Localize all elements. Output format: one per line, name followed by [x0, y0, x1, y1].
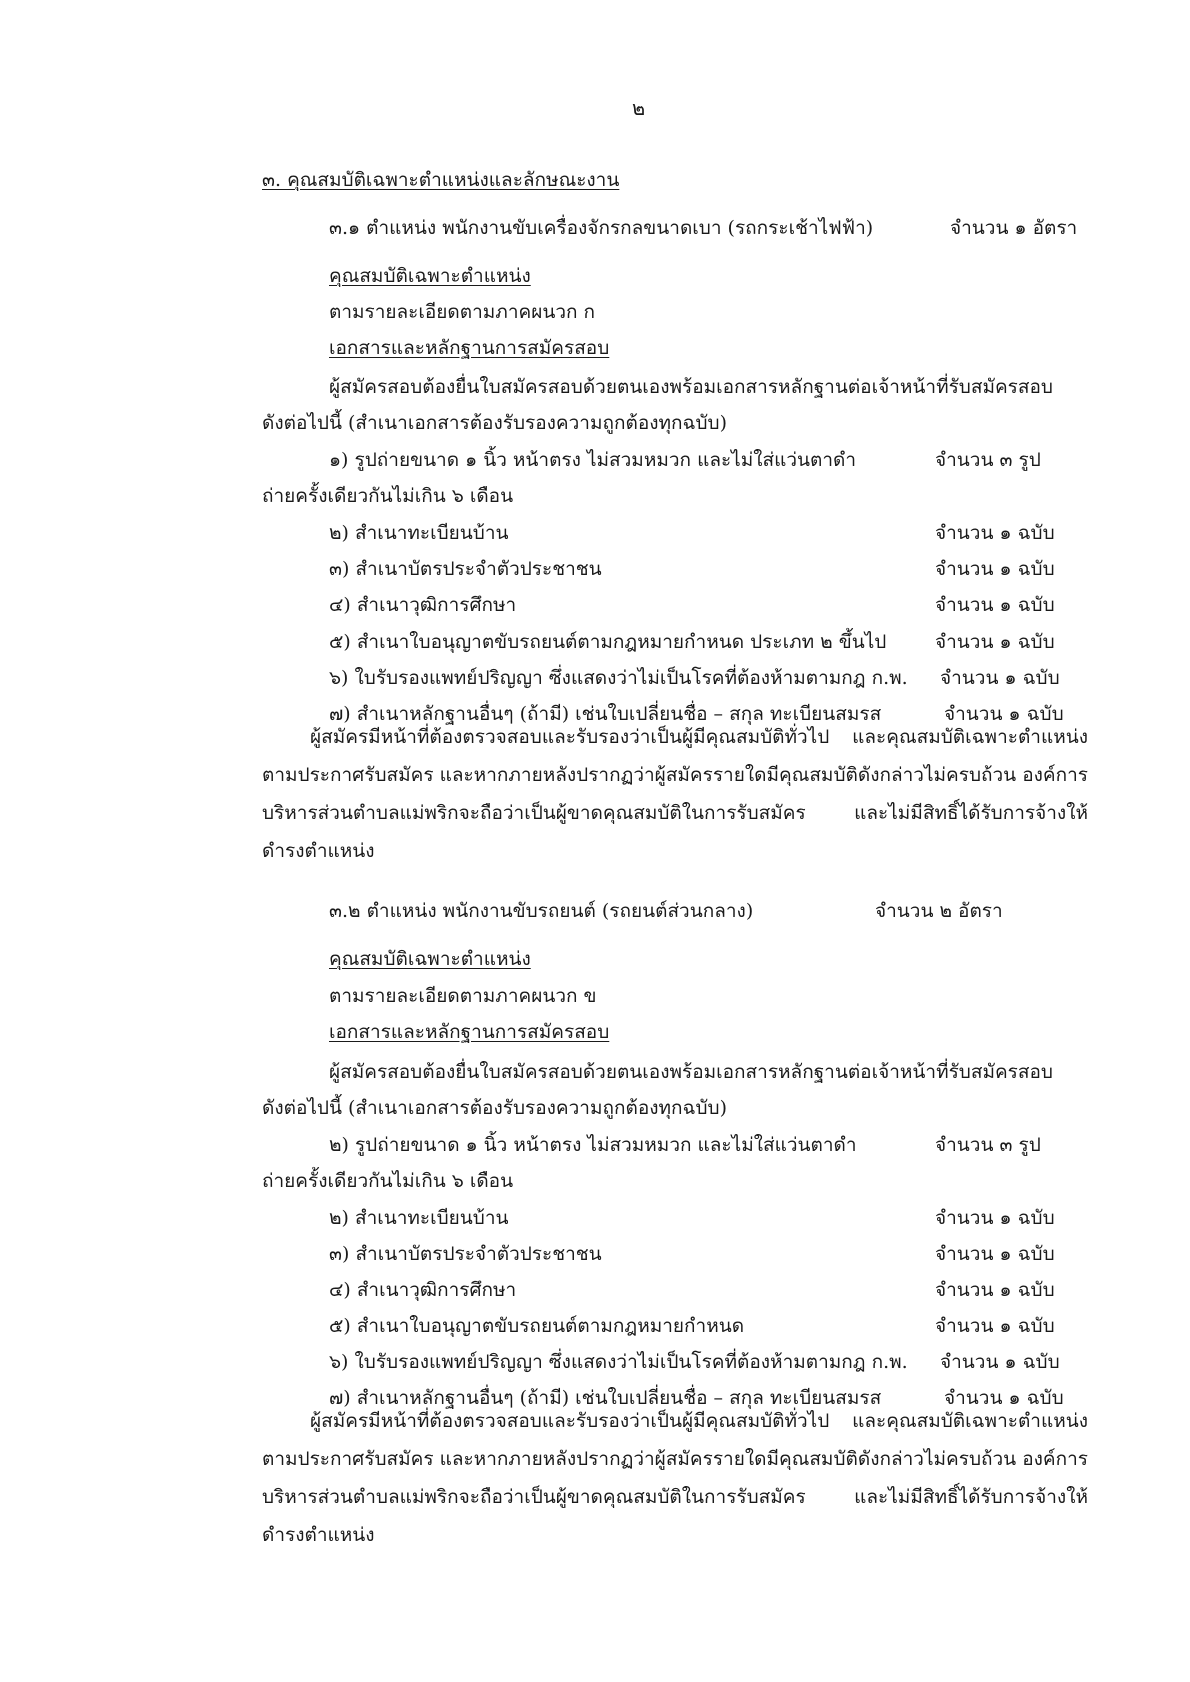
- list-item: ๓) สำเนาบัตรประจำตัวประชาชน: [329, 558, 602, 580]
- position-2-photo-cont: ถ่ายครั้งเดียวกันไม่เกิน ๖ เดือน: [262, 1170, 514, 1192]
- position-1-photo-cont: ถ่ายครั้งเดียวกันไม่เกิน ๖ เดือน: [262, 485, 514, 507]
- list-item: ๓) สำเนาบัตรประจำตัวประชาชน: [329, 1243, 602, 1265]
- position-2-closing: ผู้สมัครมีหน้าที่ต้องตรวจสอบและรับรองว่าเป็นผู้มีคุณสมบัติทั่วไป และคุณสมบัติเฉพาะตำแหน่ง ตามประกาศรับสมัคร และหากภายหลังปรากฏว่าผู้สมัครรายใดมีคุณสมบัติดังกล่าวไม่ครบถ้วน องค์การบริหารส่วนตำบลแม่พริกจะถือว่าเป็นผู้ขาดคุณสมบัติในการรับสมัคร และไม่มีสิทธิ์ได้รับการจ้างให้ดำรงตำแหน่ง: [262, 1410, 1088, 1546]
- position-1-docs-intro-1: ผู้สมัครสอบต้องยื่นใบสมัครสอบด้วยตนเองพร้อมเอกสารหลักฐานต่อเจ้าหน้าที่รับสมัครสอบ: [329, 376, 1053, 398]
- position-2-qual-text: ตามรายละเอียดตามภาคผนวก ข: [329, 985, 597, 1007]
- list-item: ๔) สำเนาวุฒิการศึกษา: [329, 1279, 517, 1301]
- list-item-qty: จำนวน ๑ ฉบับ: [935, 1315, 1055, 1337]
- list-item: ๕) สำเนาใบอนุญาตขับรถยนต์ตามกฎหมายกำหนด: [329, 1315, 745, 1337]
- position-2-docs-intro-1: ผู้สมัครสอบต้องยื่นใบสมัครสอบด้วยตนเองพร้อมเอกสารหลักฐานต่อเจ้าหน้าที่รับสมัครสอบ: [329, 1061, 1053, 1083]
- position-1-closing: ผู้สมัครมีหน้าที่ต้องตรวจสอบและรับรองว่าเป็นผู้มีคุณสมบัติทั่วไป และคุณสมบัติเฉพาะตำแหน่ง ตามประกาศรับสมัคร และหากภายหลังปรากฏว่าผู้สมัครรายใดมีคุณสมบัติดังกล่าวไม่ครบถ้วน องค์การบริหารส่วนตำบลแม่พริกจะถือว่าเป็นผู้ขาดคุณสมบัติในการรับสมัคร และไม่มีสิทธิ์ได้รับการจ้างให้ดำรงตำแหน่ง: [262, 726, 1088, 862]
- list-item-qty: จำนวน ๑ ฉบับ: [940, 667, 1060, 689]
- list-item-qty: จำนวน ๑ ฉบับ: [935, 558, 1055, 580]
- list-item-qty: จำนวน ๑ ฉบับ: [935, 1207, 1055, 1229]
- position-2-docs-intro-2: ดังต่อไปนี้ (สำเนาเอกสารต้องรับรองความถูกต้องทุกฉบับ): [262, 1097, 728, 1119]
- position-1-qual-text: ตามรายละเอียดตามภาคผนวก ก: [329, 301, 596, 323]
- section-heading: ๓. คุณสมบัติเฉพาะตำแหน่งและลักษณะงาน: [262, 169, 620, 191]
- position-2-photo-qty: จำนวน ๓ รูป: [935, 1134, 1041, 1156]
- list-item: ๗) สำเนาหลักฐานอื่นๆ (ถ้ามี) เช่นใบเปลี่ยนชื่อ – สกุล ทะเบียนสมรส: [329, 1387, 882, 1409]
- list-item-qty: จำนวน ๑ ฉบับ: [935, 522, 1055, 544]
- position-2-title: ๓.๒ ตำแหน่ง พนักงานขับรถยนต์ (รถยนต์ส่วนกลาง): [329, 900, 754, 922]
- position-1-qual-heading: คุณสมบัติเฉพาะตำแหน่ง: [329, 265, 531, 287]
- list-item-qty: จำนวน ๑ ฉบับ: [935, 594, 1055, 616]
- list-item: ๔) สำเนาวุฒิการศึกษา: [329, 594, 517, 616]
- position-1-docs-intro-2: ดังต่อไปนี้ (สำเนาเอกสารต้องรับรองความถูกต้องทุกฉบับ): [262, 412, 728, 434]
- position-2-qual-heading: คุณสมบัติเฉพาะตำแหน่ง: [329, 948, 531, 970]
- list-item-qty: จำนวน ๑ ฉบับ: [935, 1243, 1055, 1265]
- list-item: ๕) สำเนาใบอนุญาตขับรถยนต์ตามกฎหมายกำหนด ประเภท ๒ ขึ้นไป: [329, 631, 887, 653]
- list-item: ๗) สำเนาหลักฐานอื่นๆ (ถ้ามี) เช่นใบเปลี่ยนชื่อ – สกุล ทะเบียนสมรส: [329, 703, 882, 725]
- list-item: ๒) สำเนาทะเบียนบ้าน: [329, 522, 509, 544]
- position-2-count: จำนวน ๒ อัตรา: [875, 900, 1003, 922]
- list-item: ๖) ใบรับรองแพทย์ปริญญา ซึ่งแสดงว่าไม่เป็นโรคที่ต้องห้ามตามกฎ ก.พ.: [329, 667, 908, 689]
- list-item-qty: จำนวน ๑ ฉบับ: [935, 1279, 1055, 1301]
- position-1-photo-item: ๑) รูปถ่ายขนาด ๑ นิ้ว หน้าตรง ไม่สวมหมวก และไม่ใส่แว่นตาดำ: [329, 449, 857, 471]
- position-1-title: ๓.๑ ตำแหน่ง พนักงานขับเครื่องจักรกลขนาดเบา (รถกระเช้าไฟฟ้า): [329, 217, 874, 239]
- position-1-photo-qty: จำนวน ๓ รูป: [935, 449, 1041, 471]
- list-item: ๖) ใบรับรองแพทย์ปริญญา ซึ่งแสดงว่าไม่เป็นโรคที่ต้องห้ามตามกฎ ก.พ.: [329, 1351, 908, 1373]
- list-item-qty: จำนวน ๑ ฉบับ: [935, 631, 1055, 653]
- position-2-docs-heading: เอกสารและหลักฐานการสมัครสอบ: [329, 1021, 610, 1043]
- page-number: ๒: [632, 96, 646, 120]
- position-1-count: จำนวน ๑ อัตรา: [950, 217, 1078, 239]
- position-1-docs-heading: เอกสารและหลักฐานการสมัครสอบ: [329, 337, 610, 359]
- list-item: ๒) สำเนาทะเบียนบ้าน: [329, 1207, 509, 1229]
- list-item-qty: จำนวน ๑ ฉบับ: [944, 703, 1064, 725]
- list-item-qty: จำนวน ๑ ฉบับ: [944, 1387, 1064, 1409]
- position-2-photo-item: ๒) รูปถ่ายขนาด ๑ นิ้ว หน้าตรง ไม่สวมหมวก และไม่ใส่แว่นตาดำ: [329, 1134, 857, 1156]
- list-item-qty: จำนวน ๑ ฉบับ: [940, 1351, 1060, 1373]
